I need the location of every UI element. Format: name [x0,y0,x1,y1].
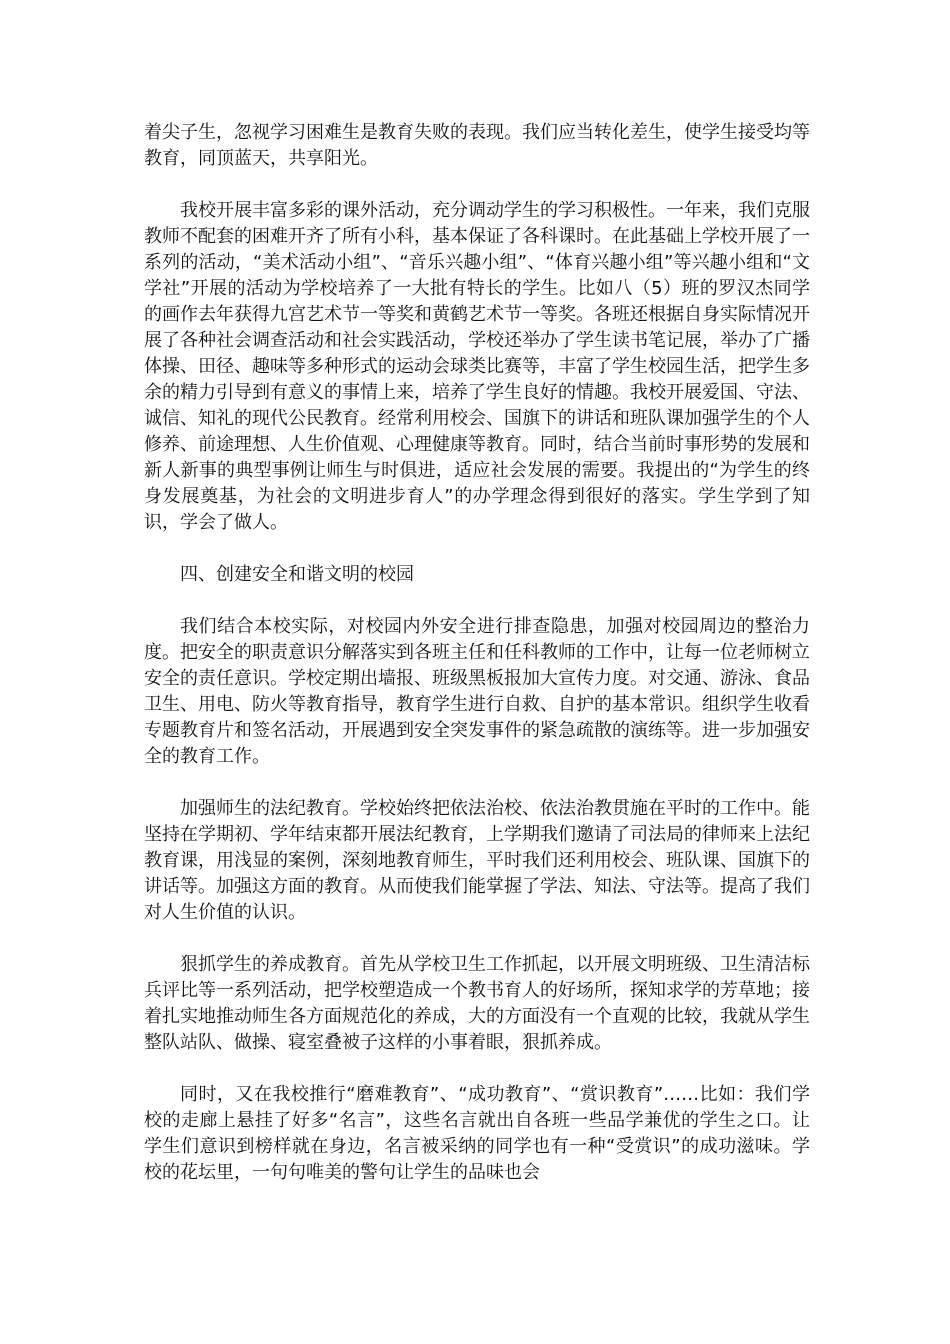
section-heading: 四、创建安全和谐文明的校园 [180,564,414,585]
paragraph-legal-education: 加强师生的法纪教育。学校始终把依法治校、依法治教贯施在平时的工作中。能坚持在学期初、学年结束都开展法纪教育，上学期我们邀请了司法局的律师来上法纪教育课，用浅显的案例，深刻地教育师生，平时我们还利用校会、班队课、国旗下的讲话等。加强这方面的教育。从而使我们能掌握了学法、知法、守法等。提高了我们对人生价值的认识。 [144,798,810,923]
paragraph-habit-education: 狠抓学生的养成教育。首先从学校卫生工作抓起，以开展文明班级、卫生清洁标兵评比等一系列活动，把学校塑造成一个教书育人的好场所，探知求学的芳草地；接着扎实地推动师生各方面规范化的养成，大的方面没有一个直观的比较，我就从学生整队站队、做操、寝室叠被子这样的小事着眼，狠抓养成。 [144,954,810,1053]
paragraph-extracurricular-activities: 我校开展丰富多彩的课外活动，充分调动学生的学习积极性。一年来，我们克服教师不配套的困难开齐了所有小科，基本保证了各科课时。在此基础上学校开展了一系列的活动，“美术活动小组”、“音乐兴趣小组”、“体育兴趣小组”等兴趣小组和“文学社”开展的活动为学校培养了一大批有特长的学生。比如八（5）班的罗汉杰同学的画作去年获得九宫艺术节一等奖和黄鹤艺术节一等奖。各班还根据自身实际情况开展了各种社会调查活动和社会实践活动，学校还举办了学生读书笔记展，举办了广播体操、田径、趣味等多种形式的运动会球类比赛等，丰富了学生校园生活，把学生多余的精力引导到有意义的事情上来，培养了学生良好的情趣。我校开展爱国、守法、诚信、知礼的现代公民教育。经常利用校会、国旗下的讲话和班队课加强学生的个人修养、前途理想、人生价值观、心理健康等教育。同时，结合当前时事形势的发展和新人新事的典型事例让师生与时俱进，适应社会发展的需要。我提出的“为学生的终身发展奠基，为社会的文明进步育人”的办学理念得到很好的落实。学生学到了知识，学会了做人。 [144,200,810,533]
document-page [144,120,810,1212]
paragraph-continued: 着尖子生，忽视学习困难生是教育失败的表现。我们应当转化差生，使学生接受均等教育，同顶蓝天，共享阳光。 [144,122,810,169]
paragraph-appreciation-education: 同时，又在我校推行“磨难教育”、“成功教育”、“赏识教育”……比如：我们学校的走廊上悬挂了好多“名言”，这些名言就出自各班一些品学兼优的学生之口。让学生们意识到榜样就在身边，名言被采纳的同学也有一种“受赏识”的成功滋味。学校的花坛里，一句句唯美的警句让学生的品味也会 [144,1084,810,1183]
paragraph-campus-safety: 我们结合本校实际，对校园内外安全进行排查隐患，加强对校园周边的整治力度。把安全的职责意识分解落实到各班主任和任科教师的工作中，让每一位老师树立安全的责任意识。学校定期出墙报、班级黑板报加大宣传力度。对交通、游泳、食品卫生、用电、防火等教育指导，教育学生进行自救、自护的基本常识。组织学生收看专题教育片和签名活动，开展遇到安全突发事件的紧急疏散的演练等。进一步加强安全的教育工作。 [144,616,810,767]
